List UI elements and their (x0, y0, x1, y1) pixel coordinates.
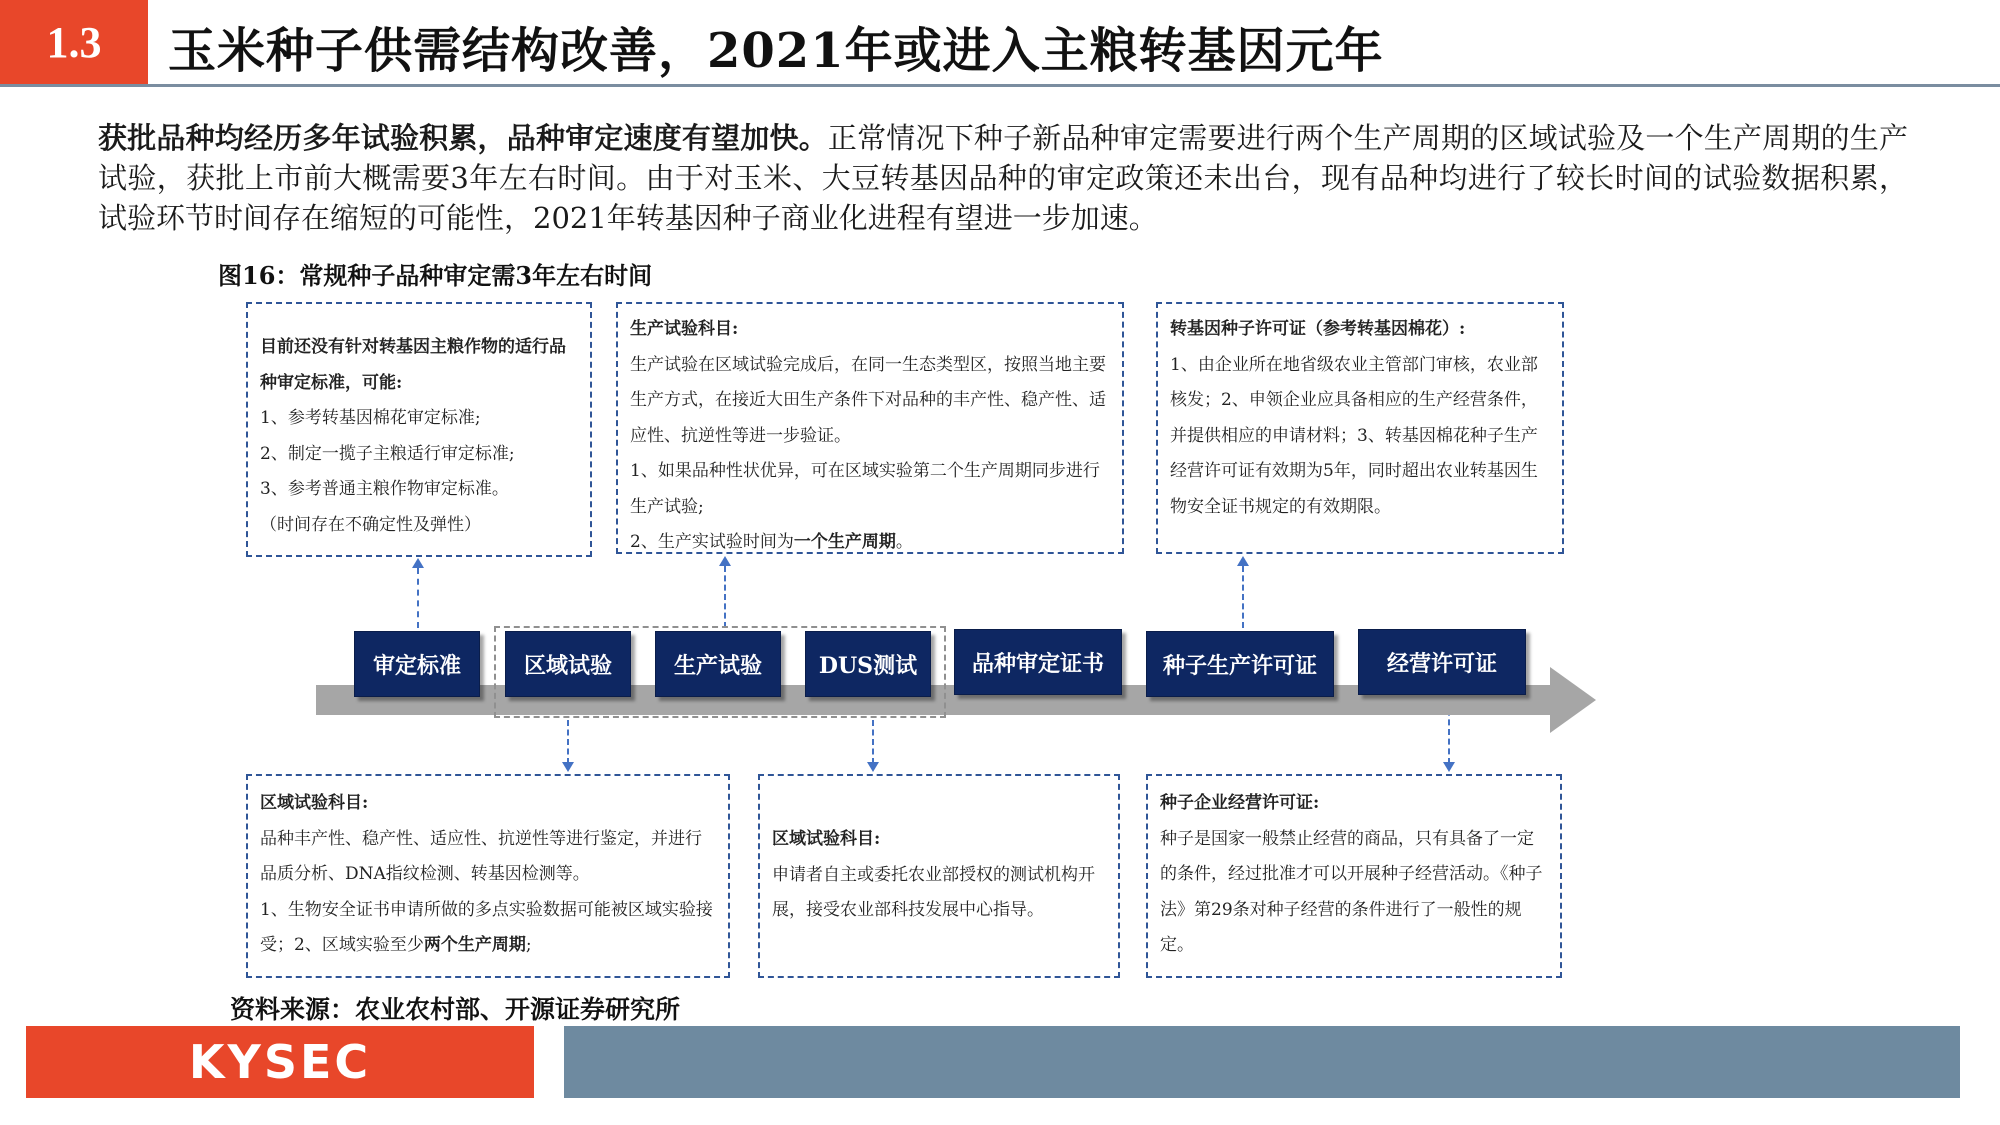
intro-lead: 获批品种均经历多年试验积累，品种审定速度有望加快。 (98, 121, 828, 155)
box-gm-license (1156, 302, 1564, 554)
arrow-down-icon (867, 762, 879, 772)
box-production-trial-text: 生产试验在区域试验完成后，在同一生态类型区，按照当地主要生产方式，在接近大田生产条件下对品种的丰产性、稳产性、适应性、抗逆性等进一步验证。 (630, 354, 1106, 446)
stage-dus-test: DUS测试 (805, 631, 931, 697)
box-dus-test-title: 区域试验科目: (772, 829, 881, 849)
arrow-down-icon (1443, 762, 1455, 772)
box-business-license-text: 种子是国家一般禁止经营的商品，只有具备了一定的条件，经过批准才可以开展种子经营活动。《种子法》第29条对种子经营的条件进行了一般性的规定。 (1160, 828, 1543, 955)
box-business-license-title: 种子企业经营许可证: (1160, 793, 1320, 813)
figure-title: 图16：常规种子品种审定需3年左右时间 (218, 261, 653, 290)
box-regional-trial-text (260, 893, 716, 964)
box-production-trial-text (630, 525, 1110, 561)
box-regional-trial-text: 品种丰产性、稳产性、适应性、抗逆性等进行鉴定，并进行品质分析、DNA指纹检测、转基因检测等。 (260, 828, 702, 884)
box-regional-trial-title: 区域试验科目: (260, 793, 369, 813)
box-production-trial-text-suffix: 。 (895, 532, 913, 552)
header-divider (0, 84, 2000, 87)
stage-variety-certificate: 品种审定证书 (954, 629, 1122, 695)
footer-bar (564, 1026, 1960, 1098)
connector-dus-test (872, 720, 874, 764)
page-title: 玉米种子供需结构改善，2021年或进入主粮转基因元年 (168, 22, 1384, 79)
box-regional-trial (246, 774, 730, 978)
box-regional-trial-text-suffix: ; (525, 935, 532, 955)
box-gm-license-title: 转基因种子许可证（参考转基因棉花）: (1170, 319, 1466, 339)
box-standard (246, 302, 592, 557)
box-production-trial-text: 1、如果品种性状优异，可在区域实验第二个生产周期同步进行生产试验; (630, 461, 1100, 517)
source-note: 资料来源：农业农村部、开源证券研究所 (230, 995, 681, 1024)
box-production-trial-emphasis: 一个生产周期 (793, 532, 896, 552)
connector-standard (417, 568, 419, 628)
kysec-logo: KYSEC (26, 1026, 534, 1098)
box-production-trial-title: 生产试验科目: (630, 319, 739, 339)
intro-body: 正常情况下种子新品种审定需要进行两个生产周期的区域试验及一个生产周期的生产试验，获批上市前大概需要3年左右时间。由于对玉米、大豆转基因品种的审定政策还未出台，现有品种均进行了较长时间的试验数据积累，试验环节时间存在缩短的可能性，2021年转基因种子商业化进程有望进一步加速。 (98, 121, 1908, 235)
box-standard-line: 3、参考普通主粮作物审定标准。 (260, 479, 509, 499)
box-production-trial (616, 302, 1124, 554)
timeline-arrowhead-icon (1550, 667, 1596, 733)
connector-production-trial (724, 566, 726, 628)
arrow-down-icon (562, 762, 574, 772)
arrow-up-icon (412, 558, 424, 568)
connector-regional-trial (567, 720, 569, 764)
box-production-trial-text-prefix: 2、生产实试验时间为 (630, 532, 794, 552)
box-business-license (1146, 774, 1562, 978)
stage-business-license: 经营许可证 (1358, 629, 1526, 695)
box-dus-test-text: 申请者自主或委托农业部授权的测试机构开展，接受农业部科技发展中心指导。 (772, 864, 1095, 920)
stage-regional-trial: 区域试验 (505, 631, 631, 697)
section-number-badge: 1.3 (0, 0, 148, 84)
stage-standard: 审定标准 (354, 631, 480, 697)
arrow-up-icon (1237, 556, 1249, 566)
box-regional-trial-emphasis: 两个生产周期 (423, 935, 526, 955)
box-standard-line: （时间存在不确定性及弹性） (260, 514, 481, 535)
box-standard-line: 1、参考转基因棉花审定标准; (260, 408, 481, 428)
stage-production-license: 种子生产许可证 (1146, 631, 1334, 697)
stage-production-trial: 生产试验 (655, 631, 781, 697)
intro-paragraph (98, 118, 1908, 238)
box-gm-license-text: 1、由企业所在地省级农业主管部门审核，农业部核发；2、申领企业应具备相应的生产经营条件，并提供相应的申请材料；3、转基因棉花种子生产经营许可证有效期为5年，同时超出农业转基因生物安全证书规定的有效期限。 (1170, 354, 1538, 517)
arrow-up-icon (719, 556, 731, 566)
box-standard-title: 目前还没有针对转基因主粮作物的适行品种审定标准，可能: (260, 337, 566, 393)
connector-gm-license (1242, 566, 1244, 628)
box-standard-line: 2、制定一揽子主粮适行审定标准; (260, 443, 515, 464)
box-regional-trial-text-prefix: 1、生物安全证书申请所做的多点实验数据可能被区域实验接受；2、区域实验至少 (260, 899, 713, 955)
box-dus-test (758, 774, 1120, 978)
